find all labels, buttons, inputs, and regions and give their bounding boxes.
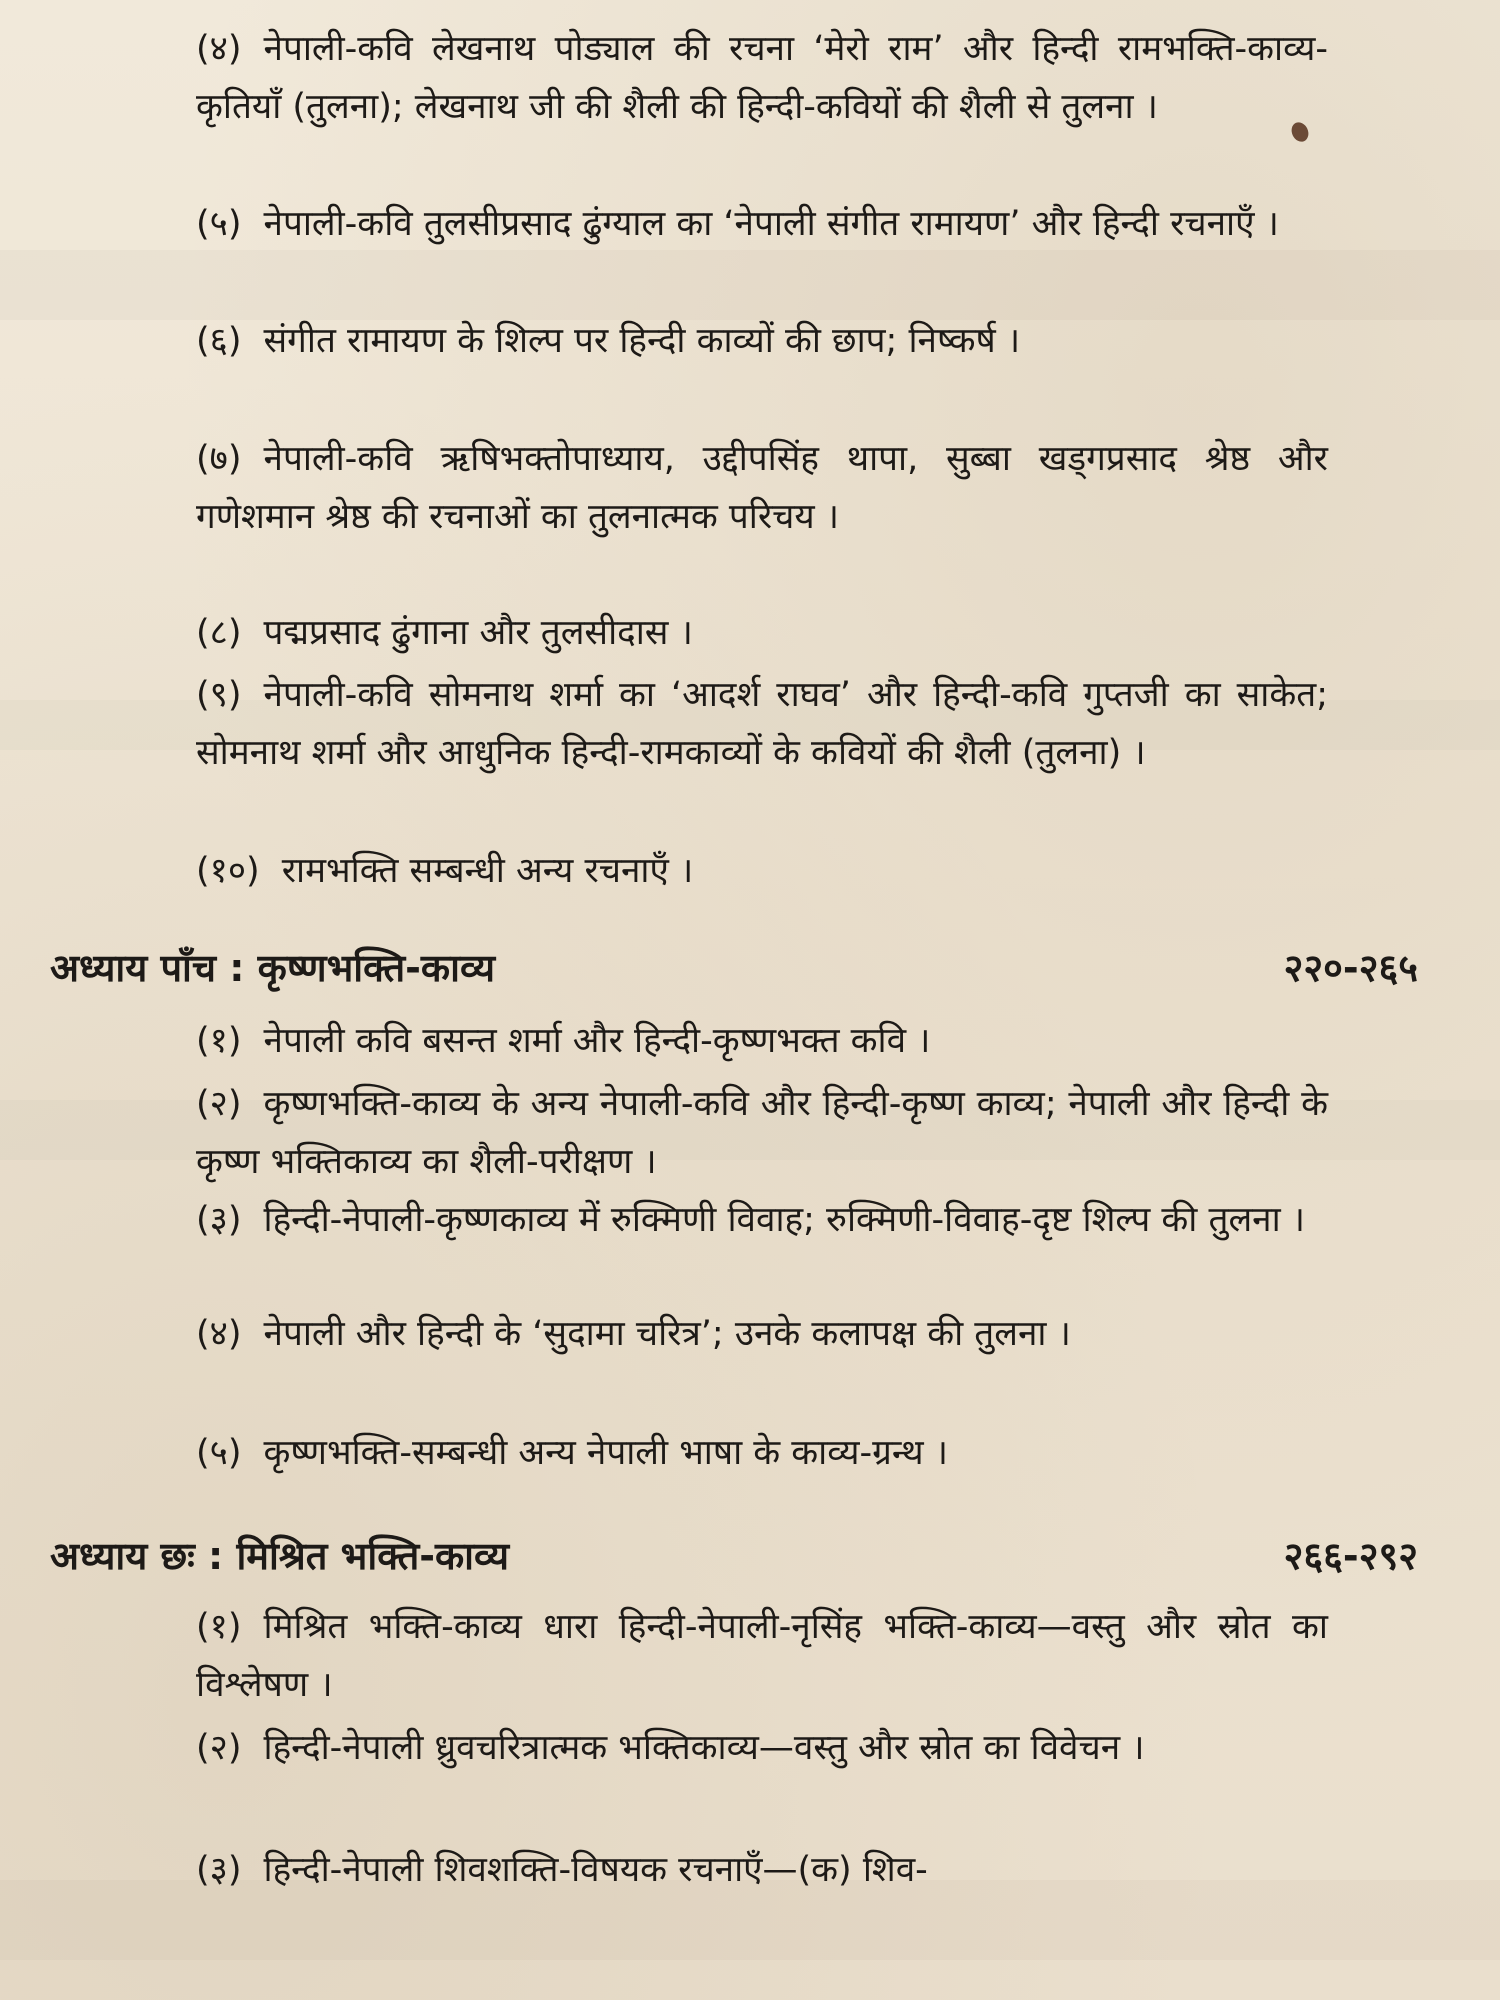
item-text: हिन्दी-नेपाली ध्रुवचरित्रात्मक भक्तिकाव्य—वस्तु और स्रोत का विवेचन । [263,1728,1145,1768]
item-number: (१) [196,1607,242,1647]
item-number: (५) [196,204,242,244]
item-number: (२) [196,1728,242,1768]
list-item-2 [196,1719,1328,1777]
list-item-3 [196,1841,1328,1899]
item-number: (१) [196,1021,242,1061]
item-text: नेपाली-कवि तुलसीप्रसाद ढुंग्याल का ‘नेपाली संगीत रामायण’ और हिन्दी रचनाएँ । [263,204,1279,244]
item-text: नेपाली-कवि लेखनाथ पोड्याल की रचना ‘मेरो राम’ और हिन्दी रामभक्ति-काव्य-कृतियाँ (तुलना); लेखनाथ जी की शैली की हिन्दी-कवियों की शैली से तुलना । [196,29,1328,127]
list-item-3 [196,1191,1328,1249]
chapter-title: अध्याय पाँच : कृष्णभक्ति-काव्य [50,946,495,990]
chapter-heading-5 [50,938,1418,998]
item-number: (२) [196,1084,242,1124]
list-item-1 [196,1012,1328,1070]
item-text: पद्मप्रसाद ढुंगाना और तुलसीदास । [263,613,693,653]
item-number: (९) [196,675,242,715]
list-item-4 [196,1305,1328,1363]
item-number: (६) [196,321,242,361]
list-item-6 [196,312,1328,370]
item-number: (१०) [196,851,260,891]
list-item-5 [196,195,1328,253]
item-text: कृष्णभक्ति-सम्बन्धी अन्य नेपाली भाषा के काव्य-ग्रन्थ । [263,1433,948,1473]
item-number: (४) [196,1314,242,1354]
list-item-5 [196,1424,1328,1482]
list-item-1 [196,1598,1328,1714]
item-text: नेपाली और हिन्दी के ‘सुदामा चरित्र’; उनके कलापक्ष की तुलना । [263,1314,1071,1354]
list-item-7 [196,430,1328,546]
chapter-page-range: २२०-२६५ [1283,946,1418,990]
item-text: नेपाली कवि बसन्त शर्मा और हिन्दी-कृष्णभक्त कवि । [263,1021,931,1061]
list-item-8 [196,604,1328,662]
item-number: (८) [196,613,242,653]
item-text: कृष्णभक्ति-काव्य के अन्य नेपाली-कवि और हिन्दी-कृष्ण काव्य; नेपाली और हिन्दी के कृष्ण भक्तिकाव्य का शैली-परीक्षण । [196,1084,1328,1182]
list-item-10 [196,842,1328,900]
item-number: (४) [196,29,242,69]
item-text: मिश्रित भक्ति-काव्य धारा हिन्दी-नेपाली-नृसिंह भक्ति-काव्य—वस्तु और स्रोत का विश्लेषण । [196,1607,1328,1705]
bleed-through-band [0,250,1500,320]
list-item-9 [196,666,1328,782]
item-text: संगीत रामायण के शिल्प पर हिन्दी काव्यों की छाप; निष्कर्ष । [263,321,1021,361]
item-text: हिन्दी-नेपाली शिवशक्ति-विषयक रचनाएँ—(क) शिव- [263,1850,928,1890]
item-number: (३) [196,1850,242,1890]
item-number: (७) [196,439,242,479]
item-text: हिन्दी-नेपाली-कृष्णकाव्य में रुक्मिणी विवाह; रुक्मिणी-विवाह-दृष्ट शिल्प की तुलना । [263,1200,1306,1240]
item-text: नेपाली-कवि सोमनाथ शर्मा का ‘आदर्श राघव’ और हिन्दी-कवि गुप्तजी का साकेत; सोमनाथ शर्मा और आधुनिक हिन्दी-रामकाव्यों के कवियों की शैली (तुलना) । [196,675,1328,773]
list-item-2 [196,1075,1328,1191]
item-number: (५) [196,1433,242,1473]
list-item-4 [196,20,1328,136]
item-text: रामभक्ति सम्बन्धी अन्य रचनाएँ । [281,851,694,891]
chapter-heading-6 [50,1526,1418,1586]
item-number: (३) [196,1200,242,1240]
chapter-title: अध्याय छः : मिश्रित भक्ति-काव्य [50,1534,510,1578]
item-text: नेपाली-कवि ऋषिभक्तोपाध्याय, उद्दीपसिंह थापा, सुब्बा खड्गप्रसाद श्रेष्ठ और गणेशमान श्रेष्ठ की रचनाओं का तुलनात्मक परिचय । [196,439,1328,537]
chapter-page-range: २६६-२९२ [1283,1534,1418,1578]
